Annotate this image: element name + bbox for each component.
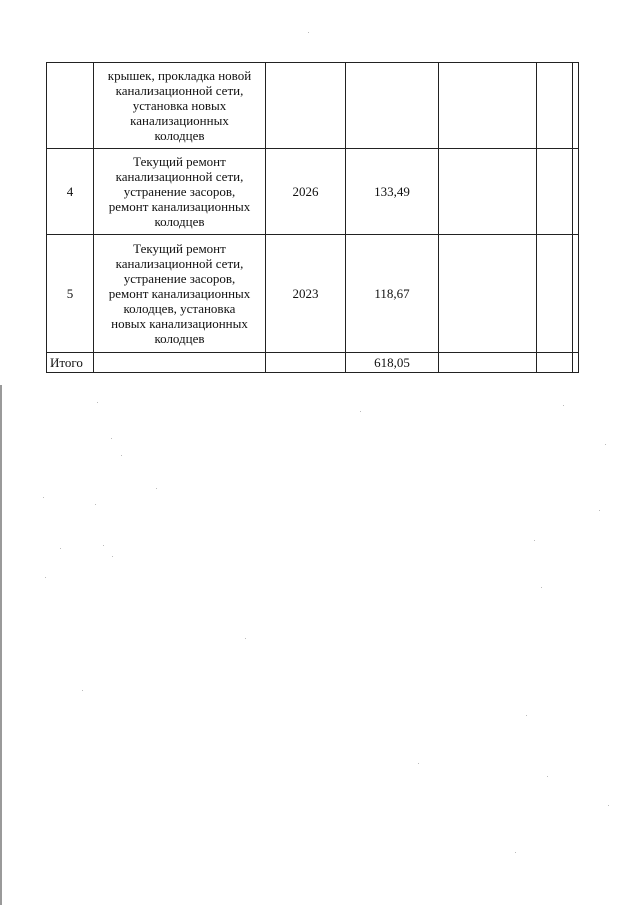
amount-cell	[346, 63, 439, 149]
scan-speck	[103, 545, 104, 546]
row-number-cell: 5	[47, 235, 94, 353]
amount-cell: 118,67	[346, 235, 439, 353]
empty-cell	[573, 235, 579, 353]
work-description-cell: Текущий ремонт канализационной сети, устранение засоров, ремонт канализационных колодцев	[94, 149, 266, 235]
empty-cell	[439, 235, 537, 353]
empty-cell	[573, 149, 579, 235]
scan-speck	[111, 438, 112, 439]
total-empty-cell	[537, 353, 573, 373]
total-row	[47, 353, 579, 373]
row-number-cell: 4	[47, 149, 94, 235]
scan-speck	[541, 587, 542, 588]
scan-speck	[245, 638, 246, 639]
scan-speck	[156, 488, 157, 489]
scan-speck	[121, 455, 122, 456]
empty-cell	[537, 235, 573, 353]
scan-speck	[515, 852, 516, 853]
scan-speck	[547, 776, 548, 777]
empty-cell	[537, 63, 573, 149]
table-row	[47, 149, 579, 235]
table-row	[47, 63, 579, 149]
scan-speck	[45, 577, 46, 578]
scan-speck	[418, 763, 419, 764]
work-description-cell: крышек, прокладка новой канализационной сети, установка новых канализационных колодцев	[94, 63, 266, 149]
scan-speck	[526, 715, 527, 716]
total-empty-cell	[573, 353, 579, 373]
year-cell	[266, 63, 346, 149]
scan-speck	[97, 402, 98, 403]
table-row	[47, 235, 579, 353]
scan-edge-line	[0, 385, 2, 905]
scan-speck	[308, 32, 309, 33]
empty-cell	[439, 149, 537, 235]
scan-speck	[43, 497, 44, 498]
scan-speck	[563, 405, 564, 406]
scan-speck	[95, 504, 96, 505]
scan-speck	[534, 540, 535, 541]
total-empty-cell	[439, 353, 537, 373]
total-amount-cell: 618,05	[346, 353, 439, 373]
total-empty-cell	[94, 353, 266, 373]
total-label-cell: Итого	[47, 353, 94, 373]
scan-speck	[82, 690, 83, 691]
scan-speck	[608, 805, 609, 806]
work-description-cell: Текущий ремонт канализационной сети, устранение засоров, ремонт канализационных колодцев, установка новых канализационных колодцев	[94, 235, 266, 353]
scan-speck	[360, 411, 361, 412]
total-empty-cell	[266, 353, 346, 373]
empty-cell	[537, 149, 573, 235]
row-number-cell	[47, 63, 94, 149]
scan-speck	[112, 556, 113, 557]
year-cell: 2026	[266, 149, 346, 235]
empty-cell	[439, 63, 537, 149]
works-table	[46, 62, 579, 373]
scan-speck	[60, 548, 61, 549]
year-cell: 2023	[266, 235, 346, 353]
amount-cell: 133,49	[346, 149, 439, 235]
scan-speck	[605, 444, 606, 445]
scan-speck	[599, 510, 600, 511]
empty-cell	[573, 63, 579, 149]
